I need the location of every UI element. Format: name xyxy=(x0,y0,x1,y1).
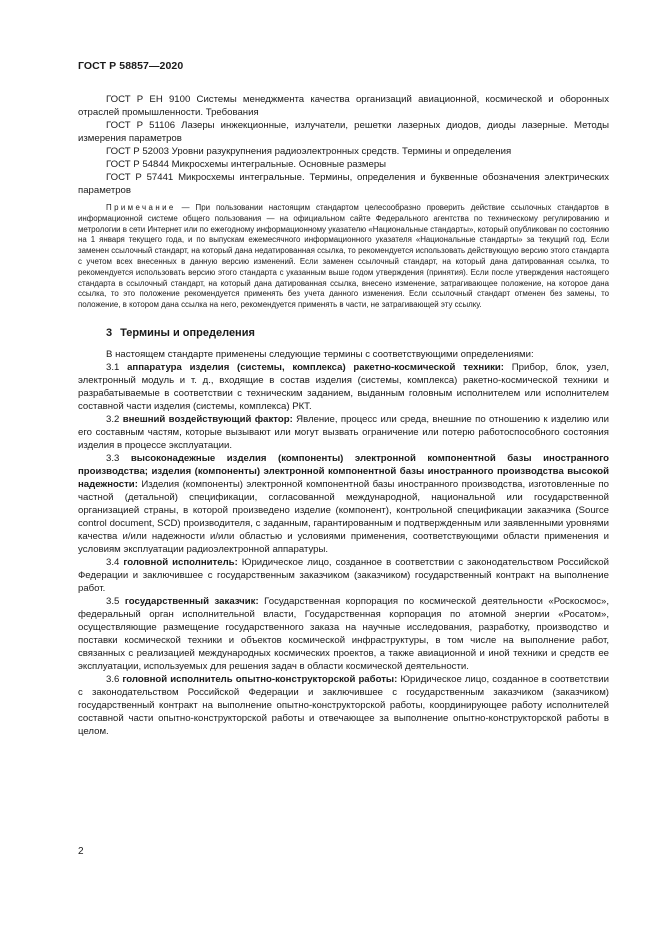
definition-number: 3.1 xyxy=(106,361,128,373)
definition-number: 3.3 xyxy=(106,452,131,464)
definition-number: 3.5 xyxy=(106,595,125,607)
section-number: 3 xyxy=(106,326,113,339)
definitions-list xyxy=(78,348,609,738)
definition-term: высоконадежные изделия (компоненты) электронной компонентной базы иностранного производства; изделия (компоненты) электронной компонентной базы иностранного производства высокой надежности: xyxy=(78,452,609,490)
definition-item xyxy=(78,673,609,738)
reference-item: ГОСТ Р ЕН 9100 Системы менеджмента качества организаций авиационной, космической и оборонных отраслей промышленности. Требования xyxy=(78,94,609,118)
definition-item xyxy=(78,595,609,673)
definition-item xyxy=(78,361,609,413)
definition-text: Явление, процесс или среда, внешние по отношению к изделию или его составным частям, которые вызывают или могут вызвать ограничение или потерю работоспособного состояния изделия в процессе эксплуатации. xyxy=(78,413,609,451)
definition-text: Прибор, блок, узел, электронный модуль и т. д., входящие в состав изделия (системы, комплекса) ракетно-космической техники и разрабатываемые в соответствии с техническим заданием, выданным головным исполнителем или исполнителем составной части изделия (системы, комплекса) РКТ. xyxy=(78,361,609,412)
section-title: Термины и определения xyxy=(120,326,255,339)
reference-item: ГОСТ Р 52003 Уровни разукрупнения радиоэлектронных средств. Термины и определения xyxy=(106,146,512,157)
note-text: — При пользовании настоящим стандартом целесообразно проверить действие ссылочных стандартов в информационной системе общего пользования — на официальном сайте Федерального агентства по техническому регулированию и метрологии в сети Интернет или по ежегодному информационному указателю «Национальные стандарты», который опубликован по состоянию на 1 января текущего года, и по выпускам ежемесячного информационного указателя «Национальные стандарты» за текущий год. Если заменен ссылочный стандарт, на который дана недатированная ссылка, то рекомендуется использовать действующую версию этого стандарта с учетом всех внесенных в данную версию изменений. Если заменен ссылочный стандарт, на который дана датированная ссылка, то рекомендуется использовать версию этого стандарта с указанным выше годом утверждения (принятия). Если после утверждения настоящего стандарта в ссылочный стандарт, на который дана датированная ссылка, внесено изменение, затрагивающее положение, на которое дана ссылка, то это положение рекомендуется применять без учета данного изменения. Если ссылочный стандарт отменен без замены, то положение, в котором дана ссылка на него, рекомендуется применять в части, не затрагивающей эту ссылку. xyxy=(78,203,609,310)
definition-number: 3.6 xyxy=(106,673,123,685)
note-paragraph xyxy=(78,203,609,311)
definition-term: головной исполнитель: xyxy=(123,556,238,568)
section-intro: В настоящем стандарте применены следующие термины с соответствующими определениями: xyxy=(106,348,534,360)
definition-item xyxy=(78,452,609,556)
definition-term: аппаратура изделия (системы, комплекса) ракетно-космической техники: xyxy=(127,361,505,373)
page-number: 2 xyxy=(78,846,84,857)
definition-text: Юридическое лицо, созданное в соответствии с законодательством Российской Федерации и заключившее с государственным заказчиком (заказчиком) государственный контракт на выполнение опытно-конструкторской работы, координирующее работу исполнителей составной части опытно-конструкторской работы и отвечающее за выполнение опытно-конструкторской работы в целом. xyxy=(78,673,609,737)
standard-code-header: ГОСТ Р 58857—2020 xyxy=(78,60,184,72)
definition-term: головной исполнитель опытно-конструкторской работы: xyxy=(122,673,398,685)
reference-item: ГОСТ Р 51106 Лазеры инжекционные, излучатели, решетки лазерных диодов, диоды лазерные. Методы измерения параметров xyxy=(78,120,609,144)
definition-number: 3.2 xyxy=(106,413,123,425)
definition-item xyxy=(78,413,609,452)
definition-text: Юридическое лицо, созданное в соответствии с законодательством Российской Федерации и заключившее с государственным заказчиком (заказчиком) государственный контракт на выполнение работ. xyxy=(78,556,609,594)
definition-item xyxy=(78,556,609,595)
definition-text: Изделия (компоненты) электронной компонентной базы иностранного производства, изготовленные по частной (детальной) спецификации, согласованной международной, национальной или государственной организацией страны, в которой произведено изделие (компонент), контрольной спецификации заказчика (Source control document, SCD) производителя, с заданным, гарантированным и подтвержденным или заявленными уровнями качества и/или надежности и/или областью и условиями применения, соответствующими области применения и условиям эксплуатации радиоэлектронной аппаратуры. xyxy=(78,478,609,555)
definition-text: Государственная корпорация по космической деятельности «Роскосмос», федеральный орган исполнительной власти, Государственная корпорация по атомной энергии «Росатом», осуществляющие размещение государственного заказа на научные исследования, разработку, производство и поставки космической техники и объектов космической инфраструктуры, в том числе на выполнение работ, связанных с реализацией международных космических проектов, а также авиационной и иной техники и средств ее эксплуатации, используемых для решения задач в области космической деятельности. xyxy=(78,595,609,672)
definition-term: внешний воздействующий фактор: xyxy=(122,413,293,425)
note-label: Примечание xyxy=(106,203,176,212)
section-heading xyxy=(106,327,609,339)
definition-term: государственный заказчик: xyxy=(124,595,259,607)
reference-item: ГОСТ Р 54844 Микросхемы интегральные. Основные размеры xyxy=(106,159,387,170)
reference-item: ГОСТ Р 57441 Микросхемы интегральные. Термины, определения и буквенные обозначения электрических параметров xyxy=(78,172,609,196)
normative-references-list xyxy=(78,93,609,197)
page-body xyxy=(78,87,609,738)
definition-number: 3.4 xyxy=(106,556,124,568)
